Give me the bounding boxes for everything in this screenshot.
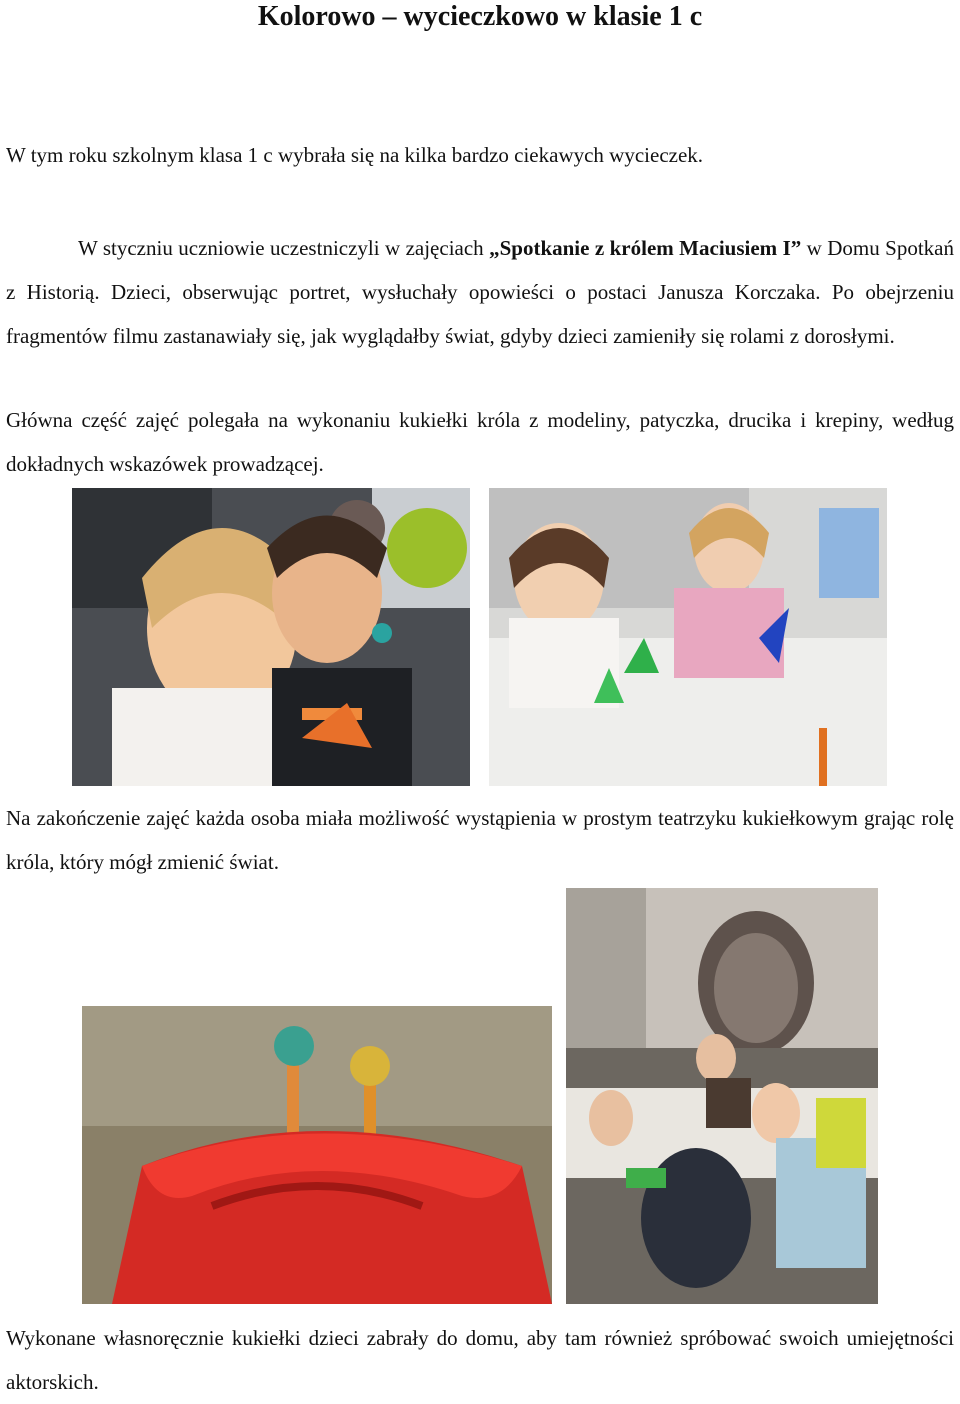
january-paragraph: [6, 226, 954, 358]
ending-paragraph: Na zakończenie zajęć każda osoba miała możliwość wystąpienia w prostym teatrzyku kukiełkowym grając rolę króla, który mógł zmienić świat.: [6, 806, 954, 874]
january-rest: w Domu Spotkań z Historią. Dzieci, obserwując portret, wysłuchały opowieści o postaci Janusza Korczaka. Po obejrzeniu fragmentów filmu zastanawiały się, jak wyglądałby świat, gdyby dzieci zamieniły się rolami z dorosłymi.: [6, 236, 954, 348]
main-part-paragraph: Główna część zajęć polegała na wykonaniu kukiełki króla z modeliny, patyczka, drucika i krepiny, według dokładnych wskazówek prowadzącej.: [6, 408, 954, 476]
photo-children-portrait-room: [566, 888, 878, 1304]
photo-puppet-theatre: [82, 1006, 552, 1304]
closing-paragraph: Wykonane własnoręcznie kukiełki dzieci zabrały do domu, aby tam również spróbować swoich umiejętności aktorskich.: [6, 1326, 954, 1394]
january-prefix: W styczniu uczniowie uczestniczyli w zajęciach: [78, 236, 490, 260]
intro-paragraph: W tym roku szkolnym klasa 1 c wybrała się na kilka bardzo ciekawych wycieczek.: [6, 143, 704, 167]
january-event-name: „Spotkanie z królem Maciusiem I”: [489, 236, 802, 260]
photo-children-crafting-right: [489, 488, 887, 786]
page-title: Kolorowo – wycieczkowo w klasie 1 c: [257, 1, 703, 32]
photo-children-crafting-left: [72, 488, 470, 786]
